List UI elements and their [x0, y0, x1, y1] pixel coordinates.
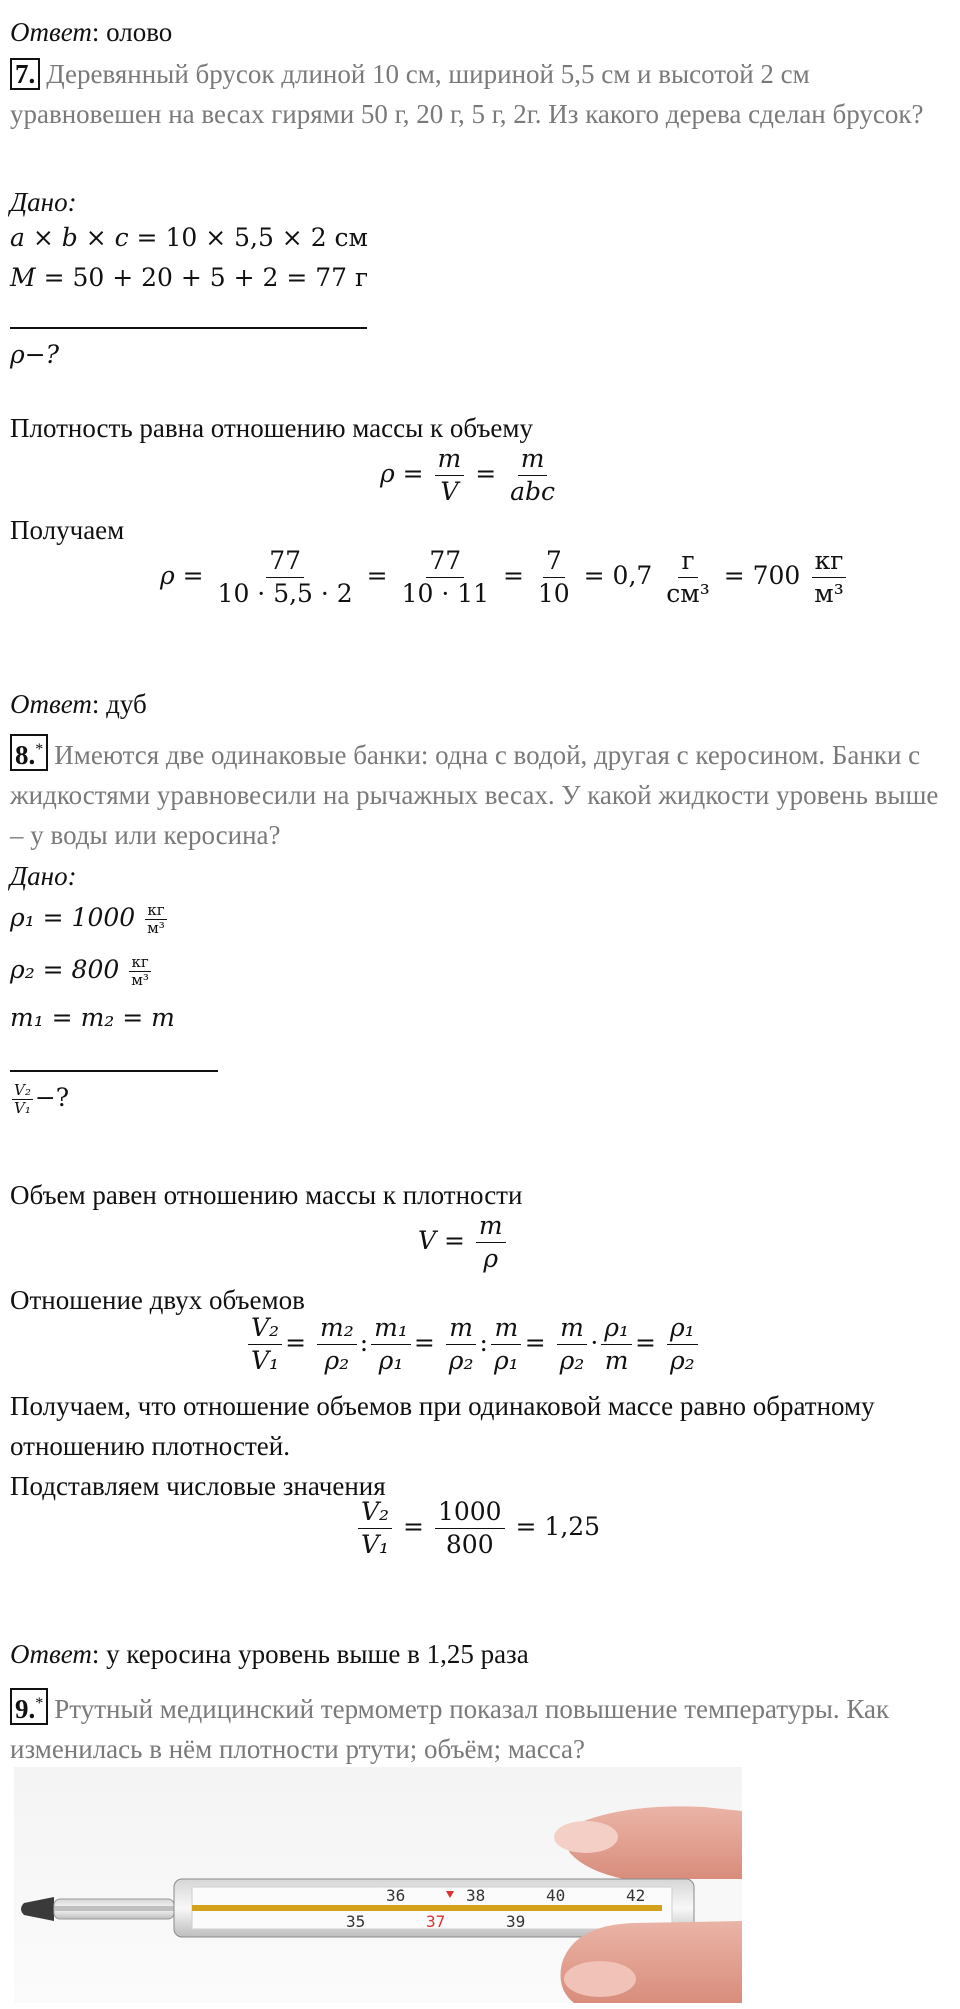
answer-label: Ответ: [10, 17, 92, 47]
denominator: V: [440, 477, 459, 506]
mercury-column: [192, 1905, 662, 1911]
unit-numerator: г: [678, 545, 697, 578]
denominator: ρ₂: [559, 1346, 585, 1375]
equals-sign: =: [366, 561, 388, 590]
task-7-text: Деревянный брусок длиной 10 см, шириной 5,5 см и высотой 2 см уравновешен на весах гирями 50 г, 20 г, 5 г, 2г. Из какого дерева сделан брусок?: [10, 59, 924, 129]
density-calculation: [160, 545, 850, 610]
scale-top-36: 36: [386, 1886, 406, 1905]
equals-sign: =: [285, 1328, 307, 1357]
volume-definition: Объем равен отношению массы к плотности: [10, 1180, 523, 1210]
capillary: [54, 1906, 174, 1911]
colon: :: [479, 1328, 488, 1357]
equals-sign: =: [413, 1328, 435, 1357]
unit-numerator: кг: [131, 953, 149, 971]
rho-symbol: ρ =: [160, 561, 204, 590]
unit-numerator: кг: [812, 545, 847, 578]
numerator: ρ₁: [667, 1312, 698, 1345]
equals-sign: =: [502, 561, 524, 590]
given-divider-8: [10, 1070, 218, 1072]
given-mass-equal: m₁ = m₂ = m: [10, 1003, 175, 1032]
scale-bottom-39: 39: [506, 1912, 526, 1931]
scale-top-40: 40: [546, 1886, 566, 1905]
denominator: 800: [445, 1530, 494, 1559]
numeric-ratio: [355, 1496, 600, 1561]
numerator: ρ₁: [601, 1312, 632, 1345]
denominator: 10 · 5,5 · 2: [217, 579, 353, 608]
ratio-intro: Отношение двух объемов: [10, 1285, 305, 1315]
fraction-77-110: [399, 545, 492, 610]
answer-label: Ответ: [10, 1639, 92, 1669]
fraction-77-over-product: [215, 545, 356, 610]
result-value: = 1,25: [515, 1512, 601, 1541]
numerator: m₂: [317, 1312, 357, 1345]
denominator: 10 · 11: [401, 579, 490, 608]
task-8-statement: [10, 734, 950, 855]
mass-variable: M: [10, 263, 36, 292]
density-formula: [380, 443, 561, 508]
fraction: [557, 1312, 588, 1377]
denominator: abc: [510, 477, 556, 506]
task-8-text: Имеются две одинаковые банки: одна с водой, другая с керосином. Банки с жидкостями уравновесили на рычажных весах. У какой жидкости уровень выше – у воды или керосина?: [10, 740, 939, 850]
denominator: V₁: [14, 1099, 31, 1117]
given-label-8: Дано:: [10, 861, 77, 891]
answer-value: дуб: [106, 689, 147, 719]
numerator: 1000: [435, 1496, 505, 1529]
thermometer-tip: [21, 1897, 54, 1921]
task-number-8: [10, 734, 48, 771]
unit-kg-m3: [129, 954, 151, 989]
fraction: [667, 1312, 698, 1377]
fraction: [446, 1312, 477, 1377]
denominator: ρ₁: [493, 1346, 519, 1375]
numerator: 77: [266, 545, 304, 578]
colon: :: [359, 1328, 369, 1357]
volume-symbol: V =: [418, 1226, 465, 1255]
given-dimensions: [10, 218, 368, 258]
fraction-m-v: [435, 443, 465, 508]
task-number-text: 9.: [15, 1694, 36, 1724]
numerator: 7: [543, 545, 565, 578]
asterisk: *: [35, 1695, 44, 1712]
fraction-m-rho: [476, 1210, 506, 1275]
fraction: [601, 1312, 632, 1377]
equals-sign: =: [524, 1328, 546, 1357]
rho2-value: ρ₂ = 800: [10, 955, 120, 984]
substitute-intro: Подставляем числовые значения: [10, 1471, 386, 1501]
fraction-m-abc: [507, 443, 558, 508]
final-value: = 700: [723, 561, 801, 590]
asterisk: *: [35, 741, 44, 758]
given-mass: [10, 258, 368, 298]
fraction: [358, 1496, 392, 1561]
given-rho2: [10, 950, 153, 990]
given-label-7: Дано:: [10, 187, 77, 217]
scale-bottom-37: 37: [426, 1912, 446, 1931]
answer-8: Ответ: у керосина уровень выше в 1,25 раза: [10, 1639, 529, 1669]
unit-kg-m3: [811, 545, 846, 610]
numerator: 77: [426, 545, 464, 578]
numerator: m: [491, 1312, 521, 1345]
answer-value: у керосина уровень выше в 1,25 раза: [106, 1639, 529, 1669]
numerator: V₂: [358, 1496, 392, 1529]
unit-denominator: см³: [666, 579, 710, 608]
unit-denominator: м³: [814, 579, 844, 608]
task-number-7: 7.: [10, 58, 40, 90]
question-suffix: −?: [34, 1083, 70, 1112]
denominator: ρ₂: [669, 1346, 695, 1375]
task-9-text: Ртутный медицинский термометр показал повышение температуры. Как изменилась в нём плотности ртути; объём; масса?: [10, 1694, 890, 1764]
multiply-dot: ·: [590, 1328, 599, 1357]
given-divider-7: [10, 327, 367, 329]
thermometer-photo: [14, 1767, 742, 2003]
given-rho1: [10, 898, 169, 938]
fraction: [371, 1312, 411, 1377]
fraction-v2-v1: [12, 1082, 33, 1117]
thermometer-illustration: [14, 1767, 742, 2003]
fraction: [248, 1312, 282, 1377]
find-7: ρ−?: [10, 340, 60, 369]
fraction: [491, 1312, 522, 1377]
rho1-value: ρ₁ = 1000: [10, 903, 136, 932]
answer-label: Ответ: [10, 689, 92, 719]
denominator: V₁: [361, 1530, 390, 1559]
denominator: m: [604, 1346, 629, 1375]
dims-values: = 10 × 5,5 × 2 см: [136, 223, 368, 252]
scale-top-42: 42: [626, 1886, 646, 1905]
equals-sign: =: [635, 1328, 656, 1357]
denominator: ρ₂: [324, 1346, 350, 1375]
task-9-statement: [10, 1688, 950, 1769]
find-8: [10, 1078, 69, 1118]
ratio-formula: [245, 1312, 701, 1377]
dims-variables: a × b × c: [10, 223, 129, 252]
fraction: [435, 1496, 505, 1561]
answer-7: Ответ: дуб: [10, 689, 147, 719]
task-number-text: 8.: [15, 740, 36, 770]
unit-denominator: м³: [147, 919, 165, 937]
density-definition: Плотность равна отношению массы к объему: [10, 413, 533, 443]
task-7-statement: [10, 54, 950, 134]
scale-bottom-35: 35: [346, 1912, 366, 1931]
denominator: ρ₂: [448, 1346, 474, 1375]
answer-6: Ответ: олово: [10, 17, 173, 47]
denominator: 10: [537, 579, 570, 608]
numerator: m: [557, 1312, 587, 1345]
denominator: V₁: [251, 1346, 280, 1375]
mass-values: = 50 + 20 + 5 + 2 = 77 г: [43, 263, 369, 292]
task-number-9: [10, 1688, 48, 1725]
scale-top-38: 38: [466, 1886, 486, 1905]
equals-sign: =: [475, 459, 497, 488]
thumbnail: [564, 1961, 636, 1997]
numerator: m: [435, 443, 465, 476]
fraction-7-10: [535, 545, 573, 610]
unit-denominator: м³: [131, 971, 149, 989]
numerator: m: [476, 1210, 506, 1243]
rho-symbol: ρ =: [380, 459, 424, 488]
equals-sign: =: [403, 1512, 424, 1541]
numerator: m₁: [371, 1312, 411, 1345]
numerator: m: [446, 1312, 476, 1345]
result-intro-7: Получаем: [10, 515, 125, 545]
denominator: ρ: [483, 1244, 499, 1273]
unit-numerator: кг: [147, 901, 165, 919]
volume-formula: [418, 1210, 509, 1275]
fingernail: [554, 1821, 618, 1853]
numerator: V₂: [248, 1312, 282, 1345]
answer-value: олово: [106, 17, 173, 47]
decimal-value: = 0,7: [583, 561, 653, 590]
fraction: [317, 1312, 357, 1377]
denominator: ρ₁: [378, 1346, 404, 1375]
numerator: m: [518, 443, 548, 476]
unit-kg-m3: [145, 902, 167, 937]
unit-g-cm3: [663, 545, 712, 610]
numerator: V₂: [14, 1081, 31, 1099]
ratio-conclusion: Получаем, что отношение объемов при одинаковой массе равно обратному отношению плотностей.: [10, 1391, 875, 1461]
